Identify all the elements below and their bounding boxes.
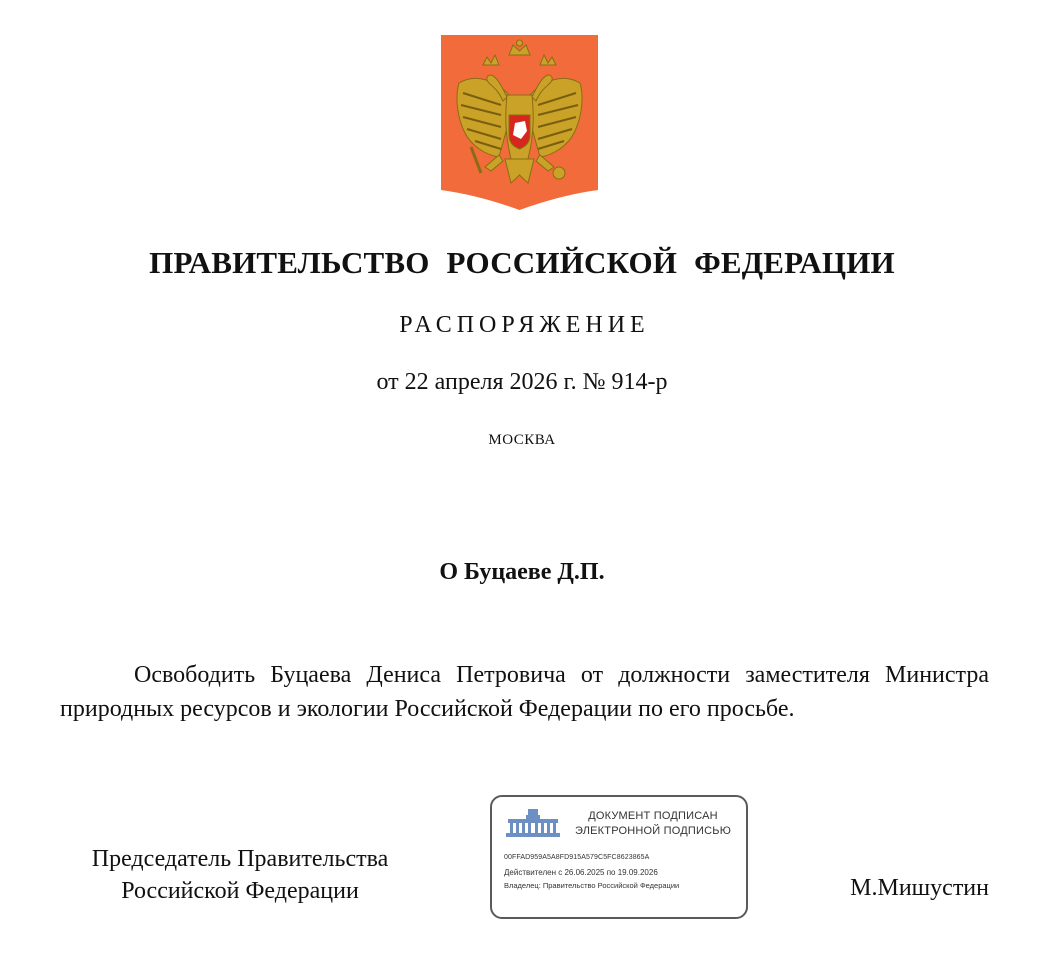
- signer-position: [40, 843, 440, 907]
- document-city: МОСКВА: [488, 432, 556, 448]
- stamp-title-line2: ЭЛЕКТРОННОЙ ПОДПИСЬЮ: [574, 825, 732, 837]
- stamp-validity: Действителен с 26.06.2025 по 19.09.2026: [504, 868, 658, 877]
- government-title: ПРАВИТЕЛЬСТВО РОССИЙСКОЙ ФЕДЕРАЦИИ: [149, 245, 895, 280]
- government-building-icon: [504, 807, 562, 839]
- electronic-signature-stamp: [490, 795, 748, 919]
- signer-position-line1: Председатель Правительства: [91, 846, 389, 872]
- stamp-title: [564, 809, 742, 839]
- coat-of-arms-emblem: [441, 35, 598, 210]
- signer-name: М.Мишустин: [850, 875, 989, 901]
- document-subject: О Буцаеве Д.П.: [439, 559, 605, 585]
- document-body: Освободить Буцаева Дениса Петровича от должности заместителя Министра природных ресурсов и экологии Российской Федерации по его просьбе.: [60, 662, 989, 722]
- stamp-title-line1: ДОКУМЕНТ ПОДПИСАН: [588, 810, 718, 822]
- document-type: РАСПОРЯЖЕНИЕ: [399, 312, 650, 338]
- stamp-certificate: 00FFAD959A5A8FD915A579C5FC8623865A: [504, 854, 650, 861]
- stamp-owner: Владелец: Правительство Российской Федерации: [504, 881, 680, 890]
- document-date-number: от 22 апреля 2026 г. № 914-р: [376, 369, 668, 395]
- signer-position-line2: Российской Федерации: [121, 878, 359, 904]
